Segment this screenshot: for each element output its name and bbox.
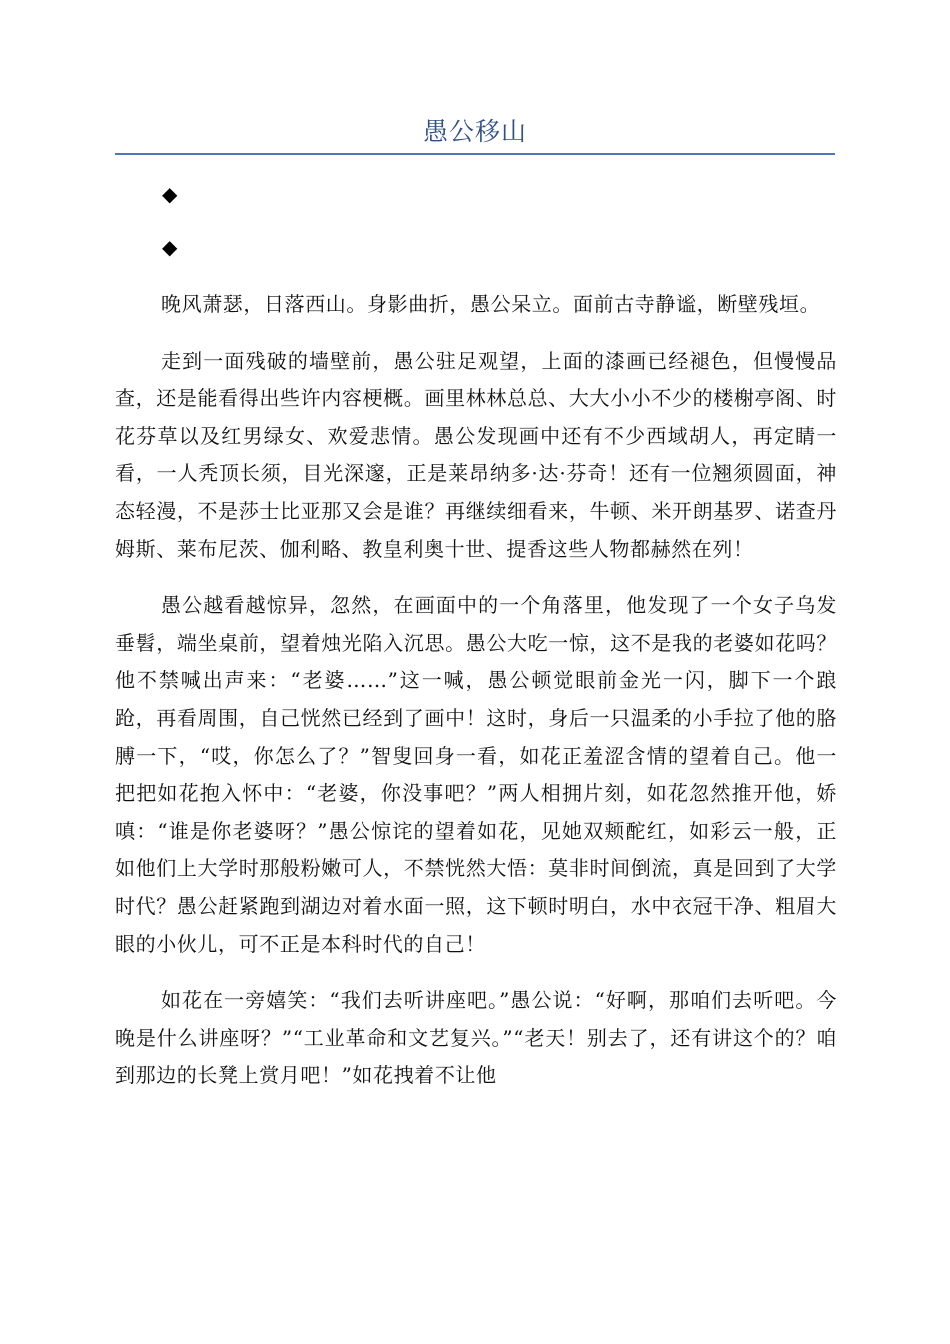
diamond-bullet-icon: ◆ [162,182,178,206]
document-body [115,286,837,1114]
document-title: 愚公移山 [422,117,527,146]
paragraph: 晚风萧瑟，日落西山。身影曲折，愚公呆立。面前古寺静谧，断壁残垣。 [161,292,821,316]
paragraph: 如花在一旁嬉笑：“我们去听讲座吧。”愚公说：“好啊，那咱们去听吧。今晚是什么讲座呀？”“工业革命和文艺复兴。”“老天！别去了，还有讲这个的？咱到那边的长凳上赏月吧！”如花拽着不让他 [115,988,837,1088]
diamond-bullet-icon: ◆ [162,235,178,259]
title-underline [115,153,835,155]
paragraph: 愚公越看越惊异，忽然，在画面中的一个角落里，他发现了一个女子乌发垂髫，端坐桌前，望着烛光陷入沉思。愚公大吃一惊，这不是我的老婆如花吗？他不禁喊出声来：“老婆……”这一喊，愚公顿觉眼前金光一闪，脚下一个踉跄，再看周围，自己恍然已经到了画中！这时，身后一只温柔的小手拉了他的胳膊一下，“哎，你怎么了？”智叟回身一看，如花正羞涩含情的望着自己。他一把把如花抱入怀中：“老婆，你没事吧？”两人相拥片刻，如花忽然推开他，娇嗔：“谁是你老婆呀？”愚公惊诧的望着如花，见她双颊酡红，如彩云一般，正如他们上大学时那般粉嫩可人，不禁恍然大悟：莫非时间倒流，真是回到了大学时代？愚公赶紧跑到湖边对着水面一照，这下顿时明白，水中衣冠干净、粗眉大眼的小伙儿，可不正是本科时代的自己！ [115,593,837,956]
paragraph: 走到一面残破的墙壁前，愚公驻足观望，上面的漆画已经褪色，但慢慢品查，还是能看得出些许内容梗概。画里林林总总、大大小小不少的楼榭亭阁、时花芬草以及红男绿女、欢爱悲情。愚公发现画中还有不少西域胡人，再定睛一看，一人秃顶长须，目光深邃，正是莱昂纳多·达·芬奇！还有一位翘须圆面，神态轻漫，不是莎士比亚那又会是谁？再继续细看来，牛顿、米开朗基罗、诺查丹姆斯、莱布尼茨、伽利略、教皇利奥十世、提香这些人物都赫然在列！ [115,348,837,561]
